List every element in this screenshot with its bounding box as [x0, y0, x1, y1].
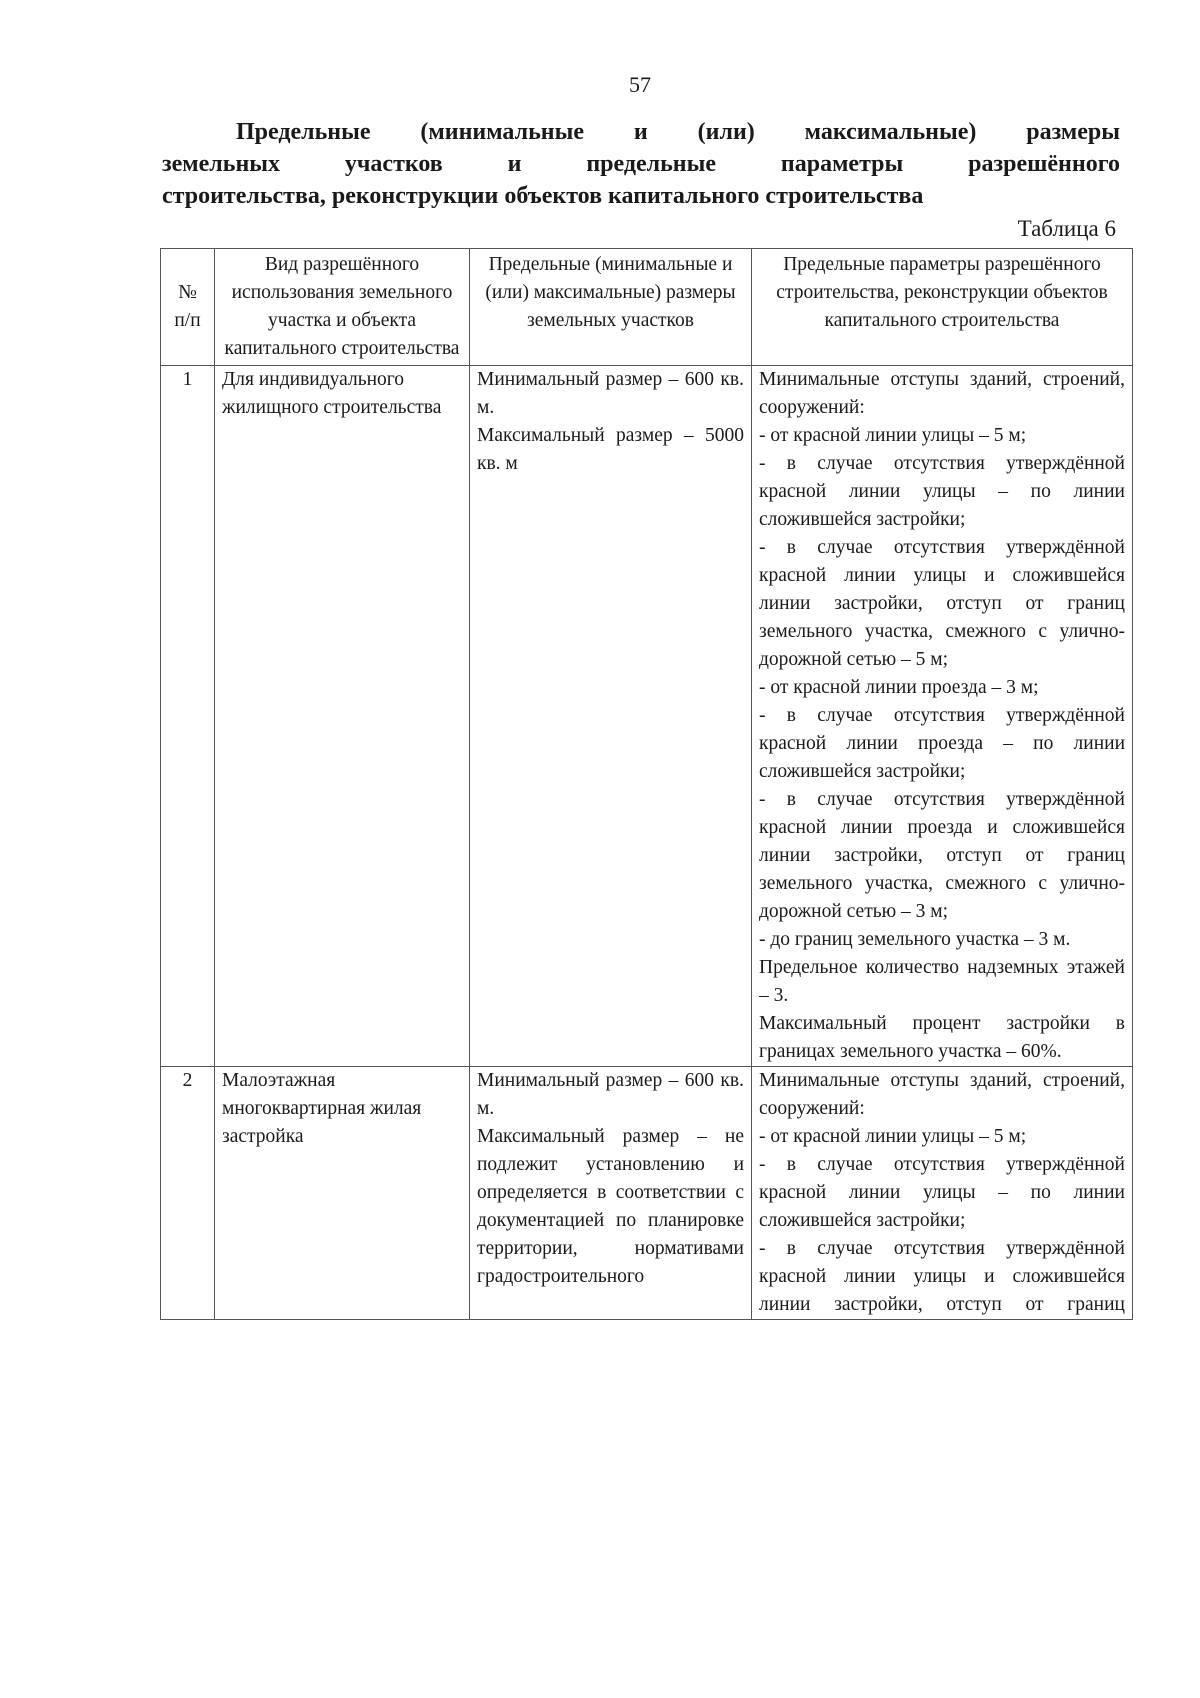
building-params-cell	[752, 366, 1133, 1067]
param-line: - в случае отсутствия утверждённой красной линии улицы и сложившейся линии застройки, отступ от границ земельного участка, смежного с улично-дорожной сетью – 5 м;	[759, 537, 1125, 670]
param-line: Минимальные отступы зданий, строений, сооружений:	[759, 369, 1125, 418]
param-line: Минимальные отступы зданий, строений, сооружений:	[759, 1070, 1125, 1119]
size-line: Максимальный размер – 5000 кв. м	[477, 425, 744, 474]
heading-line: строительства, реконструкции объектов капитального строительства	[162, 183, 924, 209]
table-row	[161, 1067, 1133, 1320]
column-header-sizes: Предельные (минимальные и (или) максимальные) размеры земельных участков	[470, 249, 752, 366]
heading-line: Предельные (минимальные и (или) максимальные) размеры	[236, 119, 1120, 145]
table-header-row	[161, 249, 1133, 366]
building-params-cell	[752, 1067, 1133, 1320]
regulations-table	[160, 248, 1133, 1320]
page-number: 57	[629, 72, 651, 97]
permitted-use-cell: Малоэтажная многоквартирная жилая застройка	[215, 1067, 470, 1320]
column-header-params: Предельные параметры разрешённого строительства, реконструкции объектов капитального строительства	[752, 249, 1133, 366]
document-heading	[162, 116, 1120, 212]
param-line: - в случае отсутствия утверждённой красной линии проезда и сложившейся линии застройки, отступ от границ земельного участка, смежного с улично-дорожной сетью – 3 м;	[759, 789, 1125, 922]
param-line: Предельное количество надземных этажей – 3.	[759, 957, 1125, 1006]
size-line: Минимальный размер – 600 кв. м.	[477, 1070, 744, 1119]
param-line: - от красной линии улицы – 5 м;	[759, 425, 1027, 446]
heading-line: земельных участков и предельные параметры разрешённого	[162, 151, 1120, 177]
size-line: Максимальный размер – не подлежит установлению и определяется в соответствии с документацией по планировке территории, нормативами градостроительного	[477, 1126, 744, 1287]
column-header-number: № п/п	[161, 249, 215, 366]
column-header-use: Вид разрешённого использования земельного участка и объекта капитального строительства	[215, 249, 470, 366]
row-number: 1	[161, 366, 215, 1067]
param-line: - в случае отсутствия утверждённой красной линии проезда – по линии сложившейся застройки;	[759, 705, 1125, 782]
param-line: Максимальный процент застройки в границах земельного участка – 60%.	[759, 1013, 1125, 1062]
row-number: 2	[161, 1067, 215, 1320]
land-size-cell	[470, 1067, 752, 1320]
param-line: - в случае отсутствия утверждённой красной линии улицы – по линии сложившейся застройки;	[759, 1154, 1125, 1231]
table-label: Таблица 6	[1017, 216, 1116, 241]
param-line: - в случае отсутствия утверждённой красной линии улицы – по линии сложившейся застройки;	[759, 453, 1125, 530]
param-line: - от красной линии улицы – 5 м;	[759, 1126, 1027, 1147]
param-line: - от красной линии проезда – 3 м;	[759, 677, 1039, 698]
param-line: - до границ земельного участка – 3 м.	[759, 929, 1071, 950]
table-row	[161, 366, 1133, 1067]
size-line: Минимальный размер – 600 кв. м.	[477, 369, 744, 418]
permitted-use-cell: Для индивидуального жилищного строительства	[215, 366, 470, 1067]
param-line: - в случае отсутствия утверждённой красной линии улицы и сложившейся линии застройки, отступ от границ	[759, 1238, 1125, 1315]
land-size-cell	[470, 366, 752, 1067]
